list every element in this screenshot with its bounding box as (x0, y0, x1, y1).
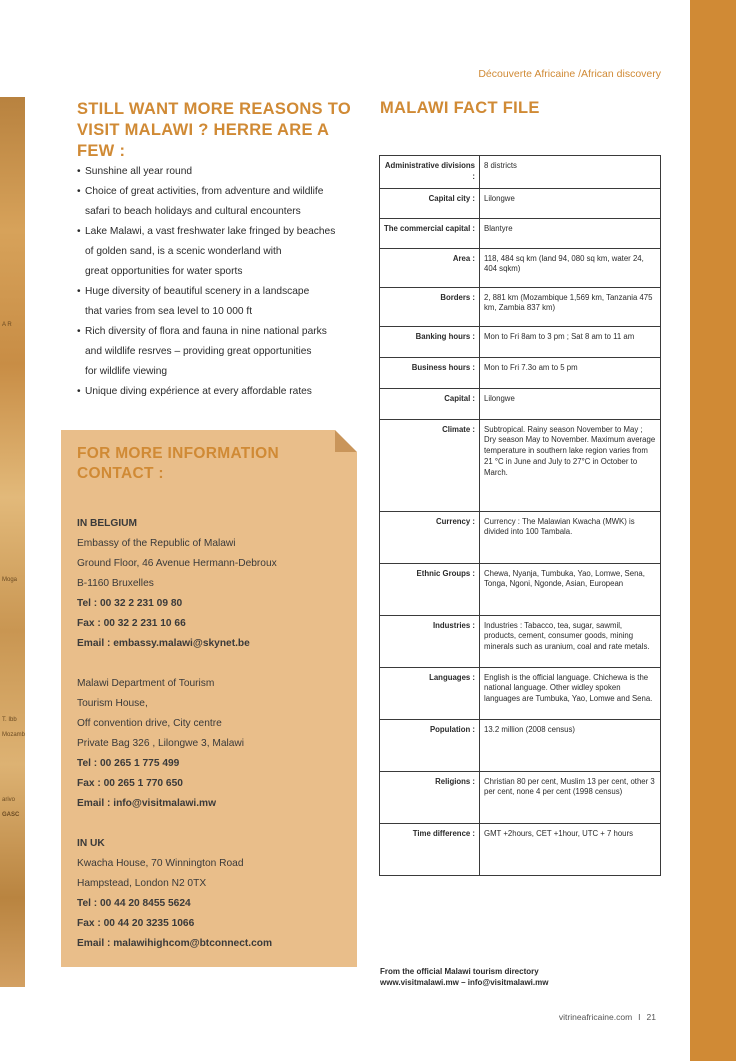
fact-value: GMT +2hours, CET +1hour, UTC + 7 hours (480, 823, 661, 875)
map-label: T. Ibb (2, 717, 17, 723)
email-address: Email : malawihighcom@btconnect.com (77, 938, 273, 949)
reason-item (77, 182, 367, 222)
reason-item (77, 282, 367, 322)
reason-item (77, 382, 367, 402)
fact-label: Banking hours : (380, 326, 480, 357)
belgium-heading: IN BELGIUM (77, 518, 137, 529)
fact-label: Climate : (380, 419, 480, 511)
fact-label: Administrative divisions : (380, 156, 480, 189)
phone-number: Tel : 00 265 1 775 499 (77, 758, 180, 769)
address-line: Private Bag 326 , Lilongwe 3, Malawi (77, 738, 245, 749)
fact-label: Population : (380, 719, 480, 771)
email-address: Email : info@visitmalawi.mw (77, 798, 217, 809)
fact-label: Ethnic Groups : (380, 563, 480, 615)
reason-text: Huge diversity of beautiful scenery in a landscape (85, 286, 310, 297)
contact-box (61, 430, 357, 967)
reason-text-continued: that varies from sea level to 10 000 ft (85, 306, 253, 317)
fact-value: Subtropical. Rainy season November to May ; Dry season May to November. Maximum average temperature in southern lake region varies from 21 °C in June and July to 27°C in October to March. (480, 419, 661, 511)
fact-file-title: MALAWI FACT FILE (380, 99, 540, 117)
map-label: Moga (2, 577, 18, 583)
fact-file-table (379, 155, 661, 876)
reason-item (77, 322, 367, 382)
address-line: Tourism House, (77, 698, 148, 709)
email-address: Email : embassy.malawi@skynet.be (77, 638, 250, 649)
phone-number: Tel : 00 44 20 8455 5624 (77, 898, 191, 909)
fact-row (380, 156, 661, 189)
fact-row (380, 287, 661, 326)
footer-separator: I (638, 1012, 641, 1022)
fact-value: Industries : Tabacco, tea, sugar, sawmil, products, cement, consumer goods, mining minerals such as uranium, coal and rate metals. (480, 615, 661, 667)
fact-row (380, 326, 661, 357)
address-line: Kwacha House, 70 Winnington Road (77, 858, 244, 869)
fact-row (380, 511, 661, 563)
address-line: Off convention drive, City centre (77, 718, 222, 729)
reason-item (77, 222, 367, 282)
fact-row (380, 719, 661, 771)
fact-row (380, 419, 661, 511)
address-line: Embassy of the Republic of Malawi (77, 538, 236, 549)
folded-corner (335, 430, 357, 452)
fact-value: English is the official language. Chichewa is the national language. Other widley spoken languages are Tumbuka, Yao, Lomwe and Sena. (480, 667, 661, 719)
section-tag: Découverte Africaine /African discovery (478, 68, 661, 80)
address-line: Malawi Department of Tourism (77, 678, 215, 689)
reason-item (77, 162, 367, 182)
reason-text-continued: and wildlife resrves – providing great opportunities (85, 346, 312, 357)
page-number: 21 (646, 1012, 656, 1022)
reason-text: Rich diversity of flora and fauna in nine national parks (85, 326, 327, 337)
fact-value: 8 districts (480, 156, 661, 189)
reason-text: Sunshine all year round (85, 166, 193, 177)
fact-label: Time difference : (380, 823, 480, 875)
fact-row (380, 823, 661, 875)
fact-value: Christian 80 per cent, Muslim 13 per cent, other 3 per cent, none 4 per cent (1998 census) (480, 771, 661, 823)
fact-row (380, 388, 661, 419)
bullet-icon: • (77, 166, 81, 177)
map-image-strip (0, 97, 25, 987)
fact-row (380, 563, 661, 615)
fact-value: Blantyre (480, 218, 661, 248)
bullet-icon: • (77, 326, 81, 337)
fact-row (380, 357, 661, 388)
map-label: arivo (2, 797, 16, 803)
fact-value: Chewa, Nyanja, Tumbuka, Yao, Lomwe, Sena, Tonga, Ngoni, Ngonde, Asian, European (480, 563, 661, 615)
reason-text-continued: great opportunities for water sports (85, 266, 243, 277)
address-line: B-1160 Bruxelles (77, 578, 154, 589)
fact-value: 118, 484 sq km (land 94, 080 sq km, water 24, 404 sqkm) (480, 248, 661, 287)
fact-value: 2, 881 km (Mozambique 1,569 km, Tanzania 475 km, Zambia 837 km) (480, 287, 661, 326)
bullet-icon: • (77, 226, 81, 237)
page-edge-strip (690, 0, 736, 1061)
fact-row (380, 218, 661, 248)
fact-label: Languages : (380, 667, 480, 719)
uk-heading: IN UK (77, 838, 105, 849)
fact-label: Currency : (380, 511, 480, 563)
address-line: Ground Floor, 46 Avenue Hermann-Debroux (77, 558, 277, 569)
fact-value: Mon to Fri 7.3o am to 5 pm (480, 357, 661, 388)
reason-text-continued: of golden sand, is a scenic wonderland with (85, 246, 282, 257)
phone-number: Tel : 00 32 2 231 09 80 (77, 598, 183, 609)
fact-row (380, 667, 661, 719)
fact-row (380, 248, 661, 287)
map-label: Mozamb (2, 732, 26, 738)
bullet-icon: • (77, 186, 81, 197)
fax-number: Fax : 00 44 20 3235 1066 (77, 918, 195, 929)
address-line: Hampstead, London N2 0TX (77, 878, 207, 889)
fact-value: Lilongwe (480, 388, 661, 419)
fact-row (380, 188, 661, 218)
fact-value: Lilongwe (480, 188, 661, 218)
map-label: GASC (2, 812, 20, 818)
fact-label: Religions : (380, 771, 480, 823)
fax-number: Fax : 00 265 1 770 650 (77, 778, 183, 789)
reasons-list (77, 162, 367, 402)
reason-text: Unique diving expérience at every affordable rates (85, 386, 312, 397)
fact-row (380, 771, 661, 823)
reason-text-continued: safari to beach holidays and cultural encounters (85, 206, 301, 217)
page-footer (559, 1012, 656, 1022)
site-name: vitrineafricaine.com (558, 1012, 633, 1022)
fact-value: Mon to Fri 8am to 3 pm ; Sat 8 am to 11 am (480, 326, 661, 357)
bullet-icon: • (77, 386, 81, 397)
reasons-title: STILL WANT MORE REASONS TO VISIT MALAWI ? HERRE ARE A FEW : (77, 100, 351, 160)
source-note: From the official Malawi tourism directory www.visitmalawi.mw – info@visitmalawi.mw (380, 967, 549, 987)
bullet-icon: • (77, 286, 81, 297)
fact-label: Borders : (380, 287, 480, 326)
fact-label: Business hours : (380, 357, 480, 388)
fact-value: Currency : The Malawian Kwacha (MWK) is divided into 100 Tambala. (480, 511, 661, 563)
map-label: A R (2, 322, 12, 328)
contact-details (77, 514, 347, 954)
reason-text: Lake Malawi, a vast freshwater lake fringed by beaches (85, 226, 336, 237)
fact-label: Area : (380, 248, 480, 287)
fact-label: Capital city : (380, 188, 480, 218)
fact-label: Capital : (380, 388, 480, 419)
contact-title: FOR MORE INFORMATION CONTACT : (77, 445, 280, 482)
fact-label: Industries : (380, 615, 480, 667)
reason-text-continued: for wildlife viewing (85, 366, 168, 377)
fact-value: 13.2 million (2008 census) (480, 719, 661, 771)
fax-number: Fax : 00 32 2 231 10 66 (77, 618, 186, 629)
fact-label: The commercial capital : (380, 218, 480, 248)
fact-row (380, 615, 661, 667)
reason-text: Choice of great activities, from adventure and wildlife (85, 186, 324, 197)
